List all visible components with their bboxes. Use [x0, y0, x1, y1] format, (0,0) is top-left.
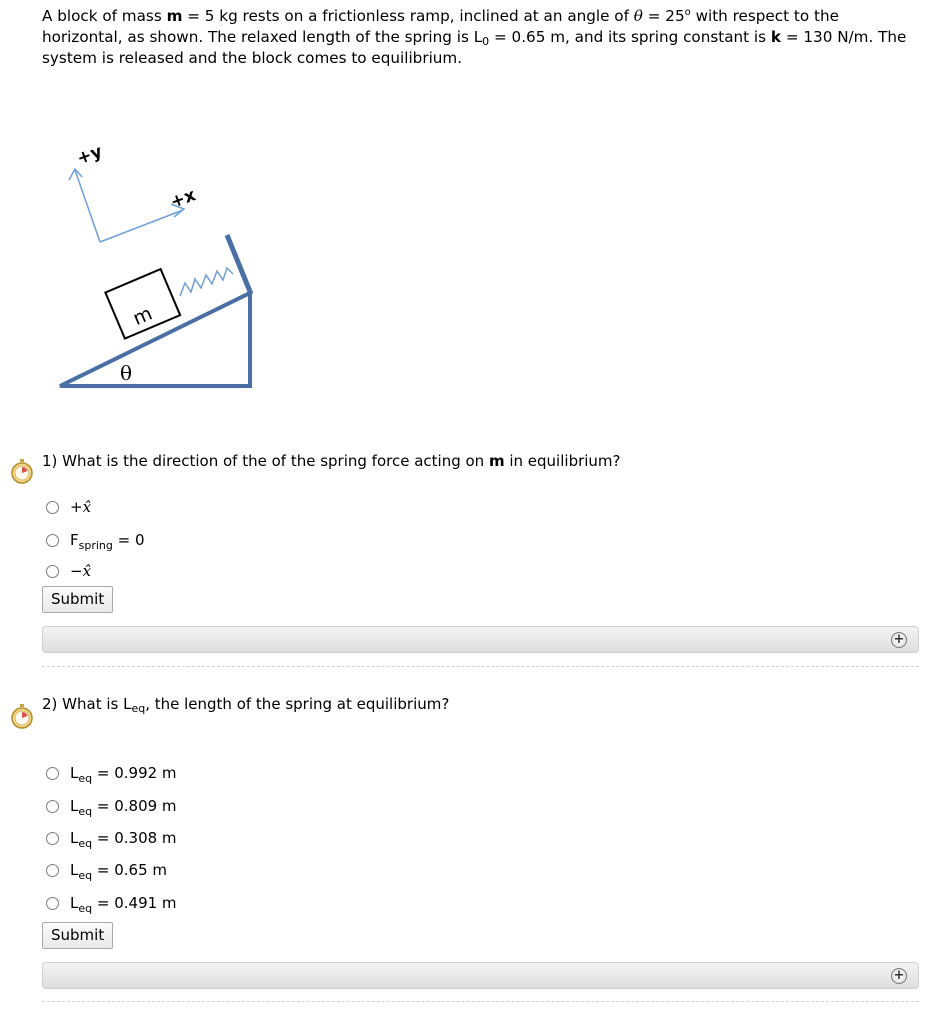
- radio-button[interactable]: [46, 800, 59, 813]
- q2-option-1[interactable]: [46, 762, 177, 784]
- plus-circle-icon[interactable]: +: [891, 968, 907, 984]
- radio-button[interactable]: [46, 565, 59, 578]
- stopwatch-icon: [9, 703, 35, 729]
- q1-option-minus-x[interactable]: [46, 560, 91, 582]
- radio-button[interactable]: [46, 534, 59, 547]
- ramp-diagram: [55, 140, 270, 395]
- option-label: +x̂: [70, 498, 92, 516]
- option-label: $L_{eq} = 0.65$ m: [70, 861, 167, 882]
- q2-option-3[interactable]: [46, 827, 177, 849]
- degree-symbol: o: [684, 7, 691, 18]
- q2-option-4[interactable]: [46, 859, 167, 881]
- q2-option-5[interactable]: [46, 892, 177, 914]
- stopwatch-icon: [9, 458, 35, 484]
- x-axis-label: +x: [167, 185, 199, 213]
- option-label: $F_{spring} = 0$: [70, 531, 145, 552]
- mass-variable: m: [166, 7, 183, 25]
- q1-submit-button[interactable]: Submit: [42, 586, 113, 613]
- q2-option-2[interactable]: [46, 795, 177, 817]
- option-label: $L_{eq} = 0.491$ m: [70, 894, 177, 915]
- option-label: $L_{eq} = 0.308$ m: [70, 829, 177, 850]
- option-label: $L_{eq} = 0.992$ m: [70, 764, 177, 785]
- problem-statement: A block of mass m = 5 kg rests on a frictionless ramp, inclined at an angle of $\theta = 25^o$ with respect to the horizontal, as shown. The relaxed length of the spring is $L_0 = 0.65$ m, and its spring constant is k = 130 N/m. The system is released and the block comes to equilibrium.: [42, 7, 907, 67]
- option-label: $L_{eq} = 0.809$ m: [70, 797, 177, 818]
- coordinate-axes: [69, 169, 184, 242]
- question-2-text: 2) What is $L_{eq}$, the length of the spring at equilibrium?: [42, 695, 450, 715]
- radio-button[interactable]: [46, 864, 59, 877]
- q2-feedback-bar[interactable]: [42, 962, 919, 989]
- radio-button[interactable]: [46, 832, 59, 845]
- q2-submit-button[interactable]: Submit: [42, 922, 113, 949]
- divider: [42, 666, 919, 667]
- spring: [180, 268, 233, 296]
- mass-label: m: [129, 302, 156, 330]
- k-variable: k: [770, 28, 781, 46]
- radio-button[interactable]: [46, 897, 59, 910]
- q1-option-spring-zero[interactable]: [46, 529, 145, 551]
- l0-subscript: 0: [482, 35, 490, 48]
- divider: [42, 1001, 919, 1002]
- angle-label: θ: [120, 361, 133, 385]
- radio-button[interactable]: [46, 501, 59, 514]
- radio-button[interactable]: [46, 767, 59, 780]
- theta-variable: θ: [633, 7, 643, 25]
- plus-circle-icon[interactable]: +: [891, 632, 907, 648]
- q1-feedback-bar[interactable]: [42, 626, 919, 653]
- question-1-text: 1) What is the direction of the of the spring force acting on m in equilibrium?: [42, 452, 621, 470]
- q1-option-plus-x[interactable]: [46, 496, 91, 518]
- y-axis-label: +y: [74, 141, 106, 170]
- option-label: −x̂: [70, 562, 92, 580]
- q1-mass-variable: m: [488, 452, 505, 470]
